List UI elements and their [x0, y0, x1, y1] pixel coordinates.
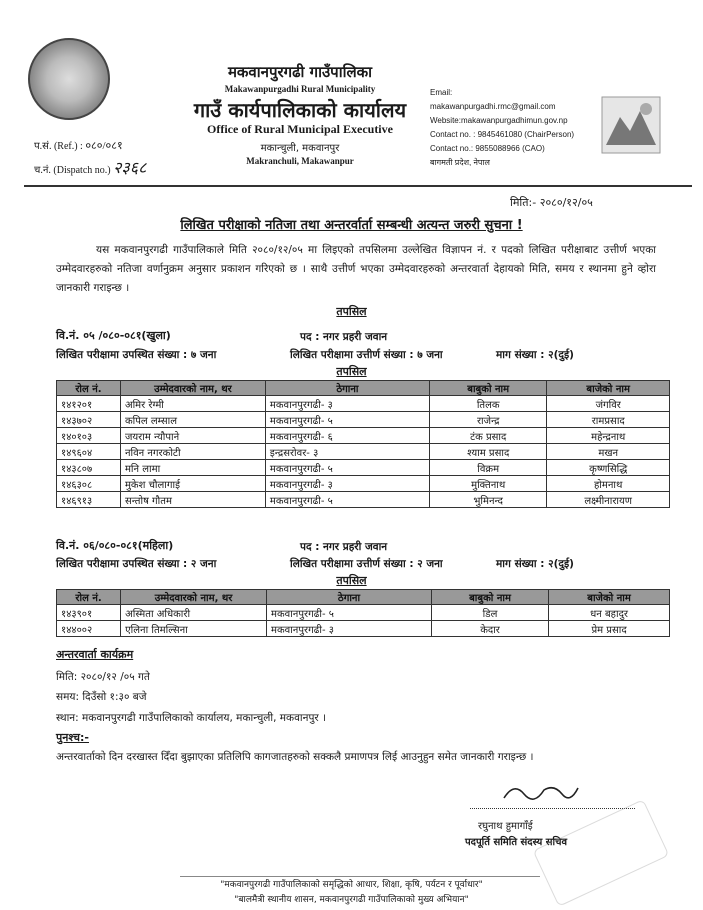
notice-paragraph: यस मकवानपुरगढी गाउँपालिकाले मिति २०८०/१२/०५ मा लिइएको तपसिलमा उल्लेखित विज्ञापन नं. र पदको लिखित परीक्षाबाट उत्तीर्ण भएका उम्मेदवारहरुको नतिजा वर्णानुक्रम अनुसार प्रकाशन गरिएको छ । साथै उत्तीर्ण भएका उम्मेदवारहरुको अन्तरवार्ता देहायको मिति, समय र स्थानमा हुने व्होरा जानकारी गराइन्छ ।	[56, 244, 656, 294]
address-cell: मकवानपुरगढी- ५	[265, 460, 429, 476]
footer-slogan-2: "बालमैत्री स्थानीय शासन, मकवानपुरगढी गाउँपालिकाको मुख्य अभियान"	[234, 895, 469, 905]
grandfather-cell: महेन्द्रनाथ	[547, 428, 670, 444]
father-cell: विक्रम	[429, 460, 546, 476]
dispatch-line	[34, 156, 146, 178]
table-row	[57, 460, 670, 476]
present-count-2: लिखित परीक्षामा उपस्थित संख्या : २ जना	[56, 558, 217, 570]
footer-slogan-1: "मकवानपुरगढी गाउँपालिकाको समृद्धिको आधार, शिक्षा, कृषि, पर्यटन र पूर्वाधार"	[220, 880, 483, 890]
father-cell: डिल	[432, 605, 549, 621]
address-cell: मकवानपुरगढी- ६	[265, 428, 429, 444]
address-en: Makranchuli, Makawanpur	[246, 156, 354, 166]
col-name: उम्मेदवारको नाम, थर	[121, 590, 267, 605]
col-address: ठेगाना	[266, 590, 431, 605]
tapasil-heading-2: तपसिल	[336, 574, 367, 587]
present-count-1: लिखित परीक्षामा उपस्थित संख्या : ७ जना	[56, 349, 217, 361]
roll-cell: १४१२०१	[57, 396, 121, 412]
grandfather-cell: मखन	[547, 444, 670, 460]
contact-cao: Contact no.: 9855088966 (CAO)	[430, 144, 545, 153]
table-row	[57, 412, 670, 428]
table-row	[57, 605, 670, 621]
grandfather-cell: रामप्रसाद	[547, 412, 670, 428]
email-label: Email:	[430, 88, 453, 97]
note-heading: पुनश्च:-	[56, 731, 89, 744]
address-cell: मकवानपुरगढी- ५	[265, 492, 429, 508]
post-2: पद : नगर प्रहरी जवान	[300, 541, 388, 553]
ref-label: प.सं. (Ref.) :	[34, 141, 83, 152]
address-cell: मकवानपुरगढी- ५	[266, 605, 431, 621]
adv-number-1: वि.नं. ०५ /०८०-०८१(खुला)	[56, 329, 171, 342]
table-row	[57, 621, 670, 637]
dispatch-value: २३६८	[113, 160, 147, 177]
roll-cell: १४३७०२	[57, 412, 121, 428]
address-cell: मकवानपुरगढी- ३	[265, 396, 429, 412]
grandfather-cell: लक्ष्मीनारायण	[547, 492, 670, 508]
father-cell: केदार	[432, 621, 549, 637]
note-text: अन्तरवार्ताको दिन दरखास्त दिँदा बुझाएका प्रतिलिपि कागजातहरुको सक्कलै प्रमाणपत्र लिई आउनुहुन समेत जानकारी गराइन्छ ।	[56, 751, 534, 763]
col-grandfather: बाजेको नाम	[547, 381, 670, 396]
contact-block	[430, 86, 600, 170]
ref-value: ०८०/०८१	[85, 140, 123, 152]
table-row	[57, 396, 670, 412]
nepal-emblem-logo	[28, 38, 110, 120]
address-cell: इन्द्रसरोवर- ३	[265, 444, 429, 460]
col-roll: रोल नं.	[57, 590, 121, 605]
table-header-row	[57, 590, 670, 605]
table-header-row	[57, 381, 670, 396]
col-roll: रोल नं.	[57, 381, 121, 396]
table-row	[57, 428, 670, 444]
name-cell: नविन नगरकोटी	[120, 444, 265, 460]
interview-time: समय: दिउँसो १:३० बजे	[56, 691, 147, 703]
father-cell: श्याम प्रसाद	[429, 444, 546, 460]
municipality-name-np: मकवानपुरगढी गाउँपालिका	[227, 63, 373, 81]
demand-count-2: माग संख्या : २(दुई)	[496, 558, 574, 570]
father-cell: मुक्तिनाथ	[429, 476, 546, 492]
footer-slogans	[0, 878, 703, 908]
website: Website:makawanpurgadhimun.gov.np	[430, 116, 568, 125]
name-cell: अस्मिता अधिकारी	[121, 605, 267, 621]
footer-divider	[180, 876, 540, 877]
signatory-role: पदपूर्ति समिति संदस्य सचिव	[465, 837, 568, 848]
signature-mark	[500, 778, 580, 804]
roll-cell: १४६९१३	[57, 492, 121, 508]
father-cell: भुमिनन्द	[429, 492, 546, 508]
tapasil-heading: तपसिल	[336, 305, 367, 318]
office-name-en: Office of Rural Municipal Executive	[207, 122, 393, 136]
table-row	[57, 476, 670, 492]
roll-cell: १४३९०१	[57, 605, 121, 621]
notice-title: लिखित परीक्षाको नतिजा तथा अन्तरर्वार्ता सम्बन्धी अत्यन्त जरुरी सुचना !	[180, 218, 523, 233]
col-grandfather: बाजेको नाम	[549, 590, 670, 605]
roll-cell: १४३८०७	[57, 460, 121, 476]
grandfather-cell: प्रेम प्रसाद	[549, 621, 670, 637]
col-address: ठेगाना	[265, 381, 429, 396]
father-cell: टंक प्रसाद	[429, 428, 546, 444]
interview-place: स्थान: मकवानपुरगढी गाउँपालिकाको कार्यालय, मकान्चुली, मकवानपुर ।	[56, 712, 327, 724]
name-cell: मनि लामा	[120, 460, 265, 476]
interview-heading: अन्तरवार्ता कार्यक्रम	[56, 648, 134, 661]
father-cell: राजेन्द्र	[429, 412, 546, 428]
father-cell: तिलक	[429, 396, 546, 412]
demand-count-1: माग संख्या : २(दुई)	[496, 349, 574, 361]
signatory-name: रघुनाथ हुमागाँई	[478, 821, 533, 832]
post-1: पद : नगर प्रहरी जवान	[300, 331, 388, 343]
email-address: makawanpurgadhi.rmc@gmail.com	[430, 102, 556, 111]
name-cell: जयराम न्यौपाने	[120, 428, 265, 444]
tapasil-heading-1: तपसिल	[336, 365, 367, 378]
roll-cell: १४४००२	[57, 621, 121, 637]
dispatch-label: च.नं. (Dispatch no.)	[34, 165, 111, 176]
interview-date: मिति: २०८०/१२ /०५ गते	[56, 671, 150, 683]
grandfather-cell: कृष्णसिद्धि	[547, 460, 670, 476]
municipality-name-en: Makawanpurgadhi Rural Municipality	[224, 84, 376, 94]
table-row	[57, 444, 670, 460]
passed-count-2: लिखित परीक्षामा उत्तीर्ण संख्या : २ जना	[290, 558, 443, 570]
name-cell: एलिना तिमल्सिना	[121, 621, 267, 637]
address-cell: मकवानपुरगढी- ३	[266, 621, 431, 637]
roll-cell: १४६३०८	[57, 476, 121, 492]
col-father: बाबुको नाम	[432, 590, 549, 605]
name-cell: मुकेश चौलागाई	[120, 476, 265, 492]
results-table-1	[56, 380, 670, 508]
signature-line	[470, 808, 635, 809]
contact-chairperson: Contact no. : 9845461080 (ChairPerson)	[430, 130, 575, 139]
reference-line	[34, 138, 123, 153]
header-divider	[24, 185, 692, 187]
passed-count-1: लिखित परीक्षामा उत्तीर्ण संख्या : ७ जना	[290, 349, 443, 361]
grandfather-cell: धन बहादुर	[549, 605, 670, 621]
address-np: मकान्चुली, मकवानपुर	[260, 143, 340, 154]
address-cell: मकवानपुरगढी- ५	[265, 412, 429, 428]
name-cell: कपिल लम्साल	[120, 412, 265, 428]
notice-date: मिति:- २०८०/१२/०५	[510, 196, 593, 209]
province: बागमती प्रदेश, नेपाल	[430, 158, 490, 167]
name-cell: अमिर रेग्मी	[120, 396, 265, 412]
grandfather-cell: होमनाथ	[547, 476, 670, 492]
adv-number-2: वि.नं. ०६/०८०-०८१(महिला)	[56, 539, 174, 552]
roll-cell: १४०१०३	[57, 428, 121, 444]
roll-cell: १४९६०४	[57, 444, 121, 460]
grandfather-cell: जंगविर	[547, 396, 670, 412]
table-row	[57, 492, 670, 508]
results-table-2	[56, 589, 670, 637]
address-cell: मकवानपुरगढी- ३	[265, 476, 429, 492]
col-father: बाबुको नाम	[429, 381, 546, 396]
col-name: उम्मेदवारको नाम, थर	[120, 381, 265, 396]
municipality-logo	[600, 95, 662, 155]
office-name-np: गाउँ कार्यपालिकाको कार्यालय	[193, 98, 407, 122]
name-cell: सन्तोष गौतम	[120, 492, 265, 508]
